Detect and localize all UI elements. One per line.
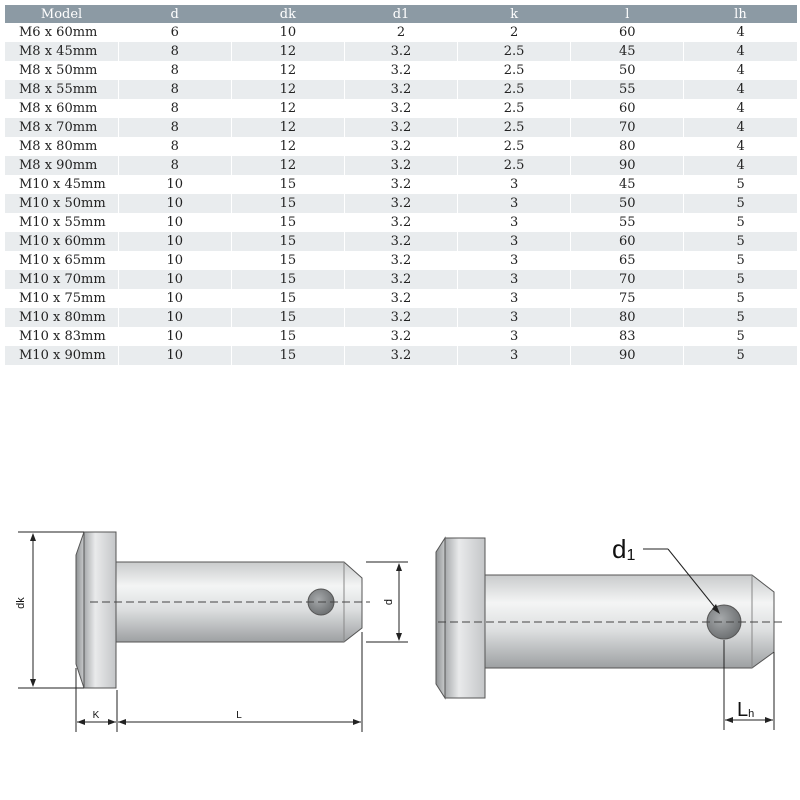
table-cell-d1: 3.2 xyxy=(344,346,457,365)
table-cell-d: 8 xyxy=(118,156,231,175)
table-cell-l: 50 xyxy=(571,194,684,213)
table-cell-d1: 3.2 xyxy=(344,270,457,289)
table-cell-lh: 5 xyxy=(684,232,797,251)
lh-label-sub: h xyxy=(748,708,755,720)
table-cell-d: 10 xyxy=(118,289,231,308)
table-cell-d1: 3.2 xyxy=(344,327,457,346)
table-row xyxy=(5,61,797,80)
table-cell-d: 10 xyxy=(118,308,231,327)
column-header-model: Model xyxy=(5,5,118,23)
table-cell-dk: 15 xyxy=(231,194,344,213)
k-l-dimension xyxy=(76,632,362,732)
table-cell-d1: 3.2 xyxy=(344,42,457,61)
table-cell-dk: 15 xyxy=(231,270,344,289)
table-row xyxy=(5,23,797,42)
lh-label-main: L xyxy=(737,699,749,721)
table-cell-dk: 12 xyxy=(231,99,344,118)
table-cell-d1: 3.2 xyxy=(344,232,457,251)
table-cell-d: 8 xyxy=(118,80,231,99)
table-cell-lh: 5 xyxy=(684,289,797,308)
table-cell-k: 3 xyxy=(458,213,571,232)
table-row xyxy=(5,175,797,194)
table-cell-model: M8 x 80mm xyxy=(5,137,118,156)
table-cell-k: 2.5 xyxy=(458,99,571,118)
table-cell-lh: 4 xyxy=(684,156,797,175)
table-cell-d1: 3.2 xyxy=(344,251,457,270)
table-cell-model: M10 x 83mm xyxy=(5,327,118,346)
table-row xyxy=(5,289,797,308)
dk-label: dk xyxy=(15,597,27,609)
table-row xyxy=(5,99,797,118)
table-cell-model: M8 x 70mm xyxy=(5,118,118,137)
table-row xyxy=(5,118,797,137)
table-cell-dk: 12 xyxy=(231,61,344,80)
table-cell-k: 2.5 xyxy=(458,42,571,61)
table-cell-model: M8 x 60mm xyxy=(5,99,118,118)
table-header-row xyxy=(5,5,797,23)
table-cell-lh: 4 xyxy=(684,80,797,99)
table-cell-dk: 15 xyxy=(231,232,344,251)
table-cell-k: 2 xyxy=(458,23,571,42)
table-cell-l: 75 xyxy=(571,289,684,308)
table-cell-lh: 4 xyxy=(684,137,797,156)
table-cell-d: 8 xyxy=(118,137,231,156)
column-header-d1: d1 xyxy=(344,5,457,23)
table-cell-d: 10 xyxy=(118,213,231,232)
table-cell-k: 3 xyxy=(458,232,571,251)
dk-dimension xyxy=(18,532,84,688)
table-row xyxy=(5,42,797,61)
left-pin-drawing xyxy=(15,532,408,732)
table-cell-lh: 4 xyxy=(684,61,797,80)
table-row xyxy=(5,213,797,232)
table-cell-k: 2.5 xyxy=(458,137,571,156)
table-cell-l: 55 xyxy=(571,80,684,99)
table-cell-d: 8 xyxy=(118,118,231,137)
table-cell-model: M8 x 55mm xyxy=(5,80,118,99)
table-cell-k: 3 xyxy=(458,251,571,270)
k-label: K xyxy=(92,710,100,721)
table-cell-model: M10 x 70mm xyxy=(5,270,118,289)
table-cell-d1: 3.2 xyxy=(344,194,457,213)
table-cell-lh: 4 xyxy=(684,42,797,61)
table-cell-d1: 3.2 xyxy=(344,213,457,232)
table-cell-dk: 12 xyxy=(231,156,344,175)
table-cell-l: 65 xyxy=(571,251,684,270)
table-cell-l: 70 xyxy=(571,270,684,289)
table-cell-model: M10 x 90mm xyxy=(5,346,118,365)
table-cell-l: 60 xyxy=(571,23,684,42)
table-row xyxy=(5,308,797,327)
table-cell-lh: 4 xyxy=(684,23,797,42)
table-cell-d: 8 xyxy=(118,42,231,61)
table-cell-d: 10 xyxy=(118,346,231,365)
d1-label xyxy=(612,534,635,564)
table-cell-k: 3 xyxy=(458,346,571,365)
table-cell-k: 3 xyxy=(458,175,571,194)
table-cell-k: 3 xyxy=(458,270,571,289)
table-row xyxy=(5,327,797,346)
column-header-dk: dk xyxy=(231,5,344,23)
table-cell-l: 60 xyxy=(571,232,684,251)
table-cell-d1: 3.2 xyxy=(344,175,457,194)
right-pin-hole xyxy=(707,605,741,639)
table-cell-k: 2.5 xyxy=(458,61,571,80)
table-cell-l: 80 xyxy=(571,137,684,156)
table-row xyxy=(5,346,797,365)
table-cell-dk: 15 xyxy=(231,175,344,194)
table-cell-l: 90 xyxy=(571,156,684,175)
table-cell-l: 45 xyxy=(571,42,684,61)
table-cell-d1: 3.2 xyxy=(344,118,457,137)
table-cell-model: M6 x 60mm xyxy=(5,23,118,42)
table-cell-d1: 3.2 xyxy=(344,308,457,327)
table-cell-lh: 5 xyxy=(684,346,797,365)
table-cell-lh: 4 xyxy=(684,99,797,118)
table-cell-d: 10 xyxy=(118,270,231,289)
d1-label-main: d xyxy=(612,534,627,564)
column-header-k: k xyxy=(458,5,571,23)
table-cell-d1: 3.2 xyxy=(344,80,457,99)
table-cell-lh: 4 xyxy=(684,118,797,137)
table-cell-dk: 15 xyxy=(231,327,344,346)
table-cell-d: 10 xyxy=(118,232,231,251)
d1-label-sub: 1 xyxy=(626,547,636,564)
table-cell-lh: 5 xyxy=(684,308,797,327)
table-row xyxy=(5,251,797,270)
table-cell-model: M8 x 50mm xyxy=(5,61,118,80)
table-cell-dk: 10 xyxy=(231,23,344,42)
table-cell-d: 6 xyxy=(118,23,231,42)
right-pin-drawing xyxy=(436,534,785,730)
table-cell-d: 8 xyxy=(118,61,231,80)
table-cell-model: M10 x 80mm xyxy=(5,308,118,327)
table-cell-d1: 3.2 xyxy=(344,156,457,175)
table-cell-model: M10 x 65mm xyxy=(5,251,118,270)
left-pin-head xyxy=(76,532,116,688)
d-label: d xyxy=(383,598,395,606)
table-cell-l: 60 xyxy=(571,99,684,118)
table-cell-model: M10 x 50mm xyxy=(5,194,118,213)
column-header-lh: lh xyxy=(684,5,797,23)
pin-diagrams xyxy=(0,500,800,800)
spec-table xyxy=(5,5,797,365)
table-cell-d1: 3.2 xyxy=(344,61,457,80)
table-cell-dk: 12 xyxy=(231,137,344,156)
table-cell-d: 10 xyxy=(118,327,231,346)
table-cell-l: 55 xyxy=(571,213,684,232)
table-cell-k: 3 xyxy=(458,289,571,308)
table-row xyxy=(5,232,797,251)
table-cell-l: 45 xyxy=(571,175,684,194)
table-cell-k: 3 xyxy=(458,327,571,346)
table-cell-dk: 15 xyxy=(231,289,344,308)
column-header-d: d xyxy=(118,5,231,23)
table-cell-k: 2.5 xyxy=(458,80,571,99)
table-cell-l: 50 xyxy=(571,61,684,80)
table-row xyxy=(5,80,797,99)
table-cell-dk: 12 xyxy=(231,118,344,137)
table-cell-l: 70 xyxy=(571,118,684,137)
table-row xyxy=(5,156,797,175)
table-cell-lh: 5 xyxy=(684,270,797,289)
table-cell-k: 2.5 xyxy=(458,156,571,175)
table-cell-dk: 15 xyxy=(231,308,344,327)
table-cell-lh: 5 xyxy=(684,213,797,232)
table-row xyxy=(5,137,797,156)
table-cell-dk: 15 xyxy=(231,251,344,270)
table-cell-l: 83 xyxy=(571,327,684,346)
table-cell-lh: 5 xyxy=(684,327,797,346)
l-label: L xyxy=(236,710,242,721)
table-cell-dk: 15 xyxy=(231,346,344,365)
table-cell-d: 10 xyxy=(118,251,231,270)
table-cell-d1: 3.2 xyxy=(344,137,457,156)
table-cell-k: 3 xyxy=(458,308,571,327)
column-header-l: l xyxy=(571,5,684,23)
table-cell-d: 10 xyxy=(118,175,231,194)
table-cell-model: M10 x 75mm xyxy=(5,289,118,308)
table-cell-dk: 15 xyxy=(231,213,344,232)
table-cell-model: M10 x 55mm xyxy=(5,213,118,232)
table-cell-k: 2.5 xyxy=(458,118,571,137)
table-cell-model: M10 x 60mm xyxy=(5,232,118,251)
table-cell-model: M8 x 45mm xyxy=(5,42,118,61)
table-cell-d1: 2 xyxy=(344,23,457,42)
table-cell-d: 8 xyxy=(118,99,231,118)
table-cell-model: M10 x 45mm xyxy=(5,175,118,194)
table-cell-l: 80 xyxy=(571,308,684,327)
table-cell-lh: 5 xyxy=(684,251,797,270)
table-cell-lh: 5 xyxy=(684,194,797,213)
table-row xyxy=(5,194,797,213)
table-cell-dk: 12 xyxy=(231,80,344,99)
table-cell-lh: 5 xyxy=(684,175,797,194)
table-cell-d1: 3.2 xyxy=(344,289,457,308)
table-cell-model: M8 x 90mm xyxy=(5,156,118,175)
table-cell-l: 90 xyxy=(571,346,684,365)
table-cell-dk: 12 xyxy=(231,42,344,61)
table-body xyxy=(5,23,797,365)
table-row xyxy=(5,270,797,289)
table-cell-d1: 3.2 xyxy=(344,99,457,118)
table-cell-d: 10 xyxy=(118,194,231,213)
table-cell-k: 3 xyxy=(458,194,571,213)
right-pin-head xyxy=(436,538,485,698)
lh-label xyxy=(737,699,754,721)
